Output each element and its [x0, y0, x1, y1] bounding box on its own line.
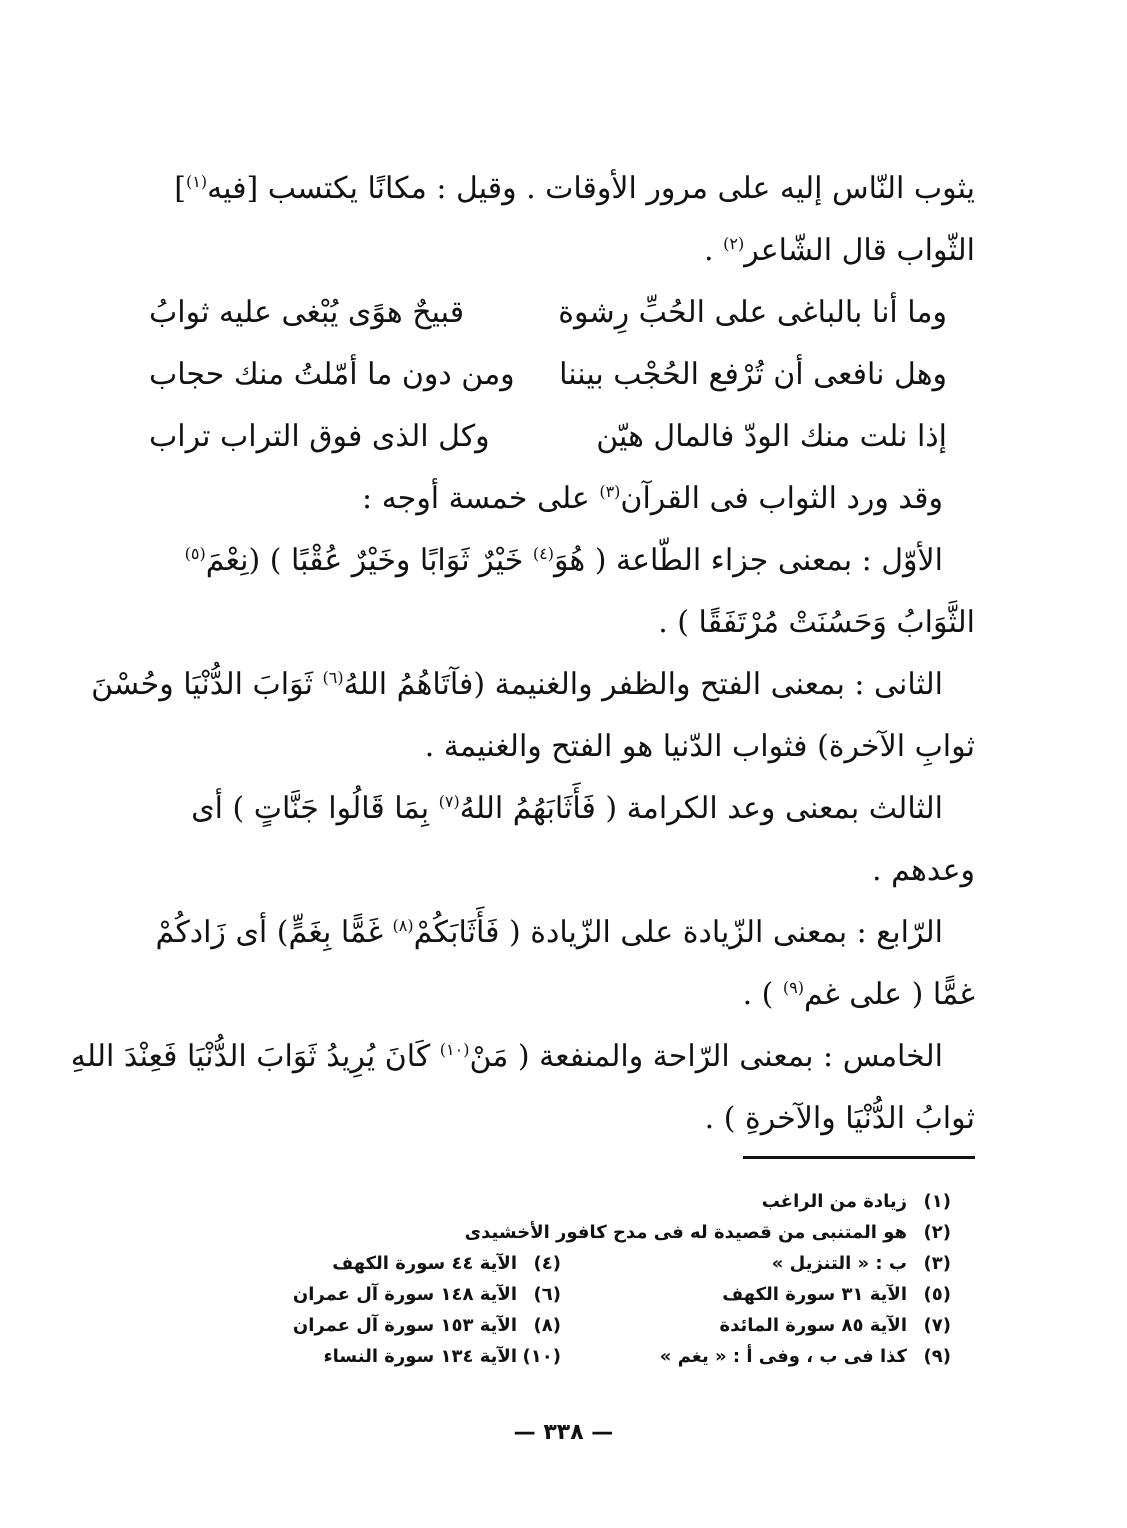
footnote-row — [171, 1279, 951, 1310]
footnote-row — [171, 1310, 951, 1341]
paragraph-line — [145, 902, 975, 964]
footnote-ref: (١) — [185, 172, 208, 191]
footnote — [171, 1279, 561, 1310]
footnote-ref: (٣) — [599, 482, 621, 501]
text-run: ) . — [742, 977, 783, 1012]
paragraph-line — [91, 654, 975, 716]
footnote-ref: (١٠) — [439, 1040, 470, 1059]
text-run: غمًّا ( على غم — [804, 977, 975, 1012]
text-run: خَيْرٌ ثَوَابًا وخَيْرٌ عُقْبًا ) (نِعْمَ — [205, 543, 533, 578]
paragraph-line — [145, 840, 975, 902]
footnote — [561, 1248, 951, 1279]
footnote-number: (٧) — [923, 1315, 951, 1336]
footnote-text: الآية ٨٥ سورة المائدة — [719, 1315, 907, 1336]
paragraph-line — [145, 530, 975, 592]
footnote-text: زيادة من الراغب — [761, 1191, 907, 1212]
main-text — [70, 158, 975, 1150]
footnote-text: الآية ١٤٨ سورة آل عمران — [292, 1284, 517, 1305]
text-run: وقد ورد الثواب فى القرآن — [620, 481, 943, 516]
footnote-number: (٤) — [533, 1253, 561, 1274]
text-run: ثوابِ الآخرة) فثواب الدّنيا هو الفتح والغنيمة . — [424, 729, 975, 764]
verse-second-hemistich: ومن دون ما أمّلتُ منك حجاب — [149, 357, 515, 392]
footnote — [171, 1248, 561, 1279]
text-run: الأوّل : بمعنى جزاء الطّاعة ( هُوَ — [553, 543, 943, 578]
text-run: . — [704, 233, 724, 268]
paragraph-line — [145, 964, 975, 1026]
paragraph-line — [145, 220, 975, 282]
text-run: ثَوَابَ الدُّنْيَا وحُسْنَ — [91, 667, 323, 702]
footnote-number: (٨) — [533, 1315, 561, 1336]
footnote — [561, 1310, 951, 1341]
text-run: الخامس : بمعنى الرّاحة والمنفعة ( مَنْ — [469, 1039, 943, 1074]
text-run: غَمًّا بِغَمٍّ) أى زَادكُمْ — [155, 915, 393, 950]
text-run: ] — [174, 171, 186, 206]
paragraph-line — [145, 592, 975, 654]
footnote-row — [171, 1341, 951, 1372]
paragraph-line — [145, 158, 975, 220]
footnote-text: الآية ١٣٤ سورة النساء — [323, 1346, 517, 1367]
footnote-number: (٩) — [923, 1346, 951, 1367]
footnote-number: (١٠) — [522, 1346, 561, 1367]
paragraph-line — [145, 1088, 975, 1150]
footnote-text: ب : « التنزيل » — [771, 1253, 907, 1274]
footnote — [561, 1341, 951, 1372]
footnote — [561, 1186, 951, 1217]
verse-first-hemistich: وما أنا بالباغى على الحُبِّ رِشوة — [558, 295, 947, 330]
text-run: ثوابُ الدُّنْيَا والآخرةِ ) . — [704, 1101, 975, 1136]
footnote-text: كذا فى ب ، وفى أ : « يغم » — [659, 1346, 907, 1367]
footnote-row — [171, 1186, 951, 1217]
footnote-ref: (٢) — [723, 234, 745, 253]
footnote — [171, 1310, 561, 1341]
footnote-ref: (٨) — [392, 916, 414, 935]
text-run: يثوب النّاس إليه على مرور الأوقات . وقيل : مكانًا يكتسب [فيه — [207, 171, 975, 206]
text-run: بِمَا قَالُوا جَنَّاتٍ ) أى — [191, 791, 439, 826]
footnotes — [171, 1186, 951, 1372]
poem-verse — [145, 406, 975, 468]
paragraph-line — [145, 778, 975, 840]
footnote-number: (٣) — [923, 1253, 951, 1274]
footnote-text: الآية ١٥٣ سورة آل عمران — [292, 1315, 517, 1336]
footnote-ref: (٧) — [438, 792, 460, 811]
verse-first-hemistich: إذا نلت منك الودّ فالمال هيّن — [596, 419, 947, 454]
text-run: وعدهم . — [872, 853, 975, 888]
footnote-number: (٢) — [923, 1222, 951, 1243]
footnote-ref: (٤) — [532, 544, 554, 563]
footnote-text: الآية ٣١ سورة الكهف — [722, 1284, 907, 1305]
footnote-separator — [743, 1156, 975, 1159]
footnote-row — [171, 1217, 951, 1248]
text-run: الثالث بمعنى وعد الكرامة ( فَأَثَابَهُمُ اللهُ — [459, 791, 943, 826]
poem-verse — [145, 282, 975, 344]
text-run: الثَّوَابُ وَحَسُنَتْ مُرْتَفَقًا ) . — [658, 605, 975, 640]
page-number: — ٣٣٨ — — [513, 1420, 614, 1445]
footnote-text: هو المتنبى من قصيدة له فى مدح كافور الأخشيدى — [464, 1222, 907, 1243]
paragraph-line — [145, 716, 975, 778]
text-run: على خمسة أوجه : — [362, 481, 600, 516]
footnote-text: الآية ٤٤ سورة الكهف — [332, 1253, 517, 1274]
footnote-number: (٦) — [533, 1284, 561, 1305]
poem-verse — [145, 344, 975, 406]
footnote-ref: (٥) — [184, 544, 206, 563]
footnote-ref: (٩) — [782, 978, 805, 997]
paragraph-line — [70, 1026, 975, 1088]
verse-first-hemistich: وهل نافعى أن تُرْفع الحُجْب بيننا — [559, 357, 947, 392]
verse-second-hemistich: قبيحٌ هوًى يُبْغى عليه ثوابُ — [149, 295, 465, 330]
footnote-row — [171, 1248, 951, 1279]
text-run: كَانَ يُرِيدُ ثَوَابَ الدُّنْيَا فَعِنْدَ اللهِ — [70, 1039, 440, 1074]
footnote-number: (١) — [923, 1191, 951, 1212]
text-run: الثانى : بمعنى الفتح والظفر والغنيمة (فآتَاهُمُ اللهُ — [343, 667, 943, 702]
footnote-number: (٥) — [923, 1284, 951, 1305]
footnote — [171, 1341, 561, 1372]
paragraph-line — [145, 468, 975, 530]
footnote — [171, 1217, 951, 1248]
footnote — [561, 1279, 951, 1310]
footnote-ref: (٦) — [322, 668, 344, 687]
text-run: الرّابع : بمعنى الزّيادة على الزّيادة ( فَأَثَابَكُمْ — [413, 915, 943, 950]
text-run: الثّواب قال الشّاعر — [744, 233, 975, 268]
verse-second-hemistich: وكل الذى فوق التراب تراب — [149, 419, 490, 454]
